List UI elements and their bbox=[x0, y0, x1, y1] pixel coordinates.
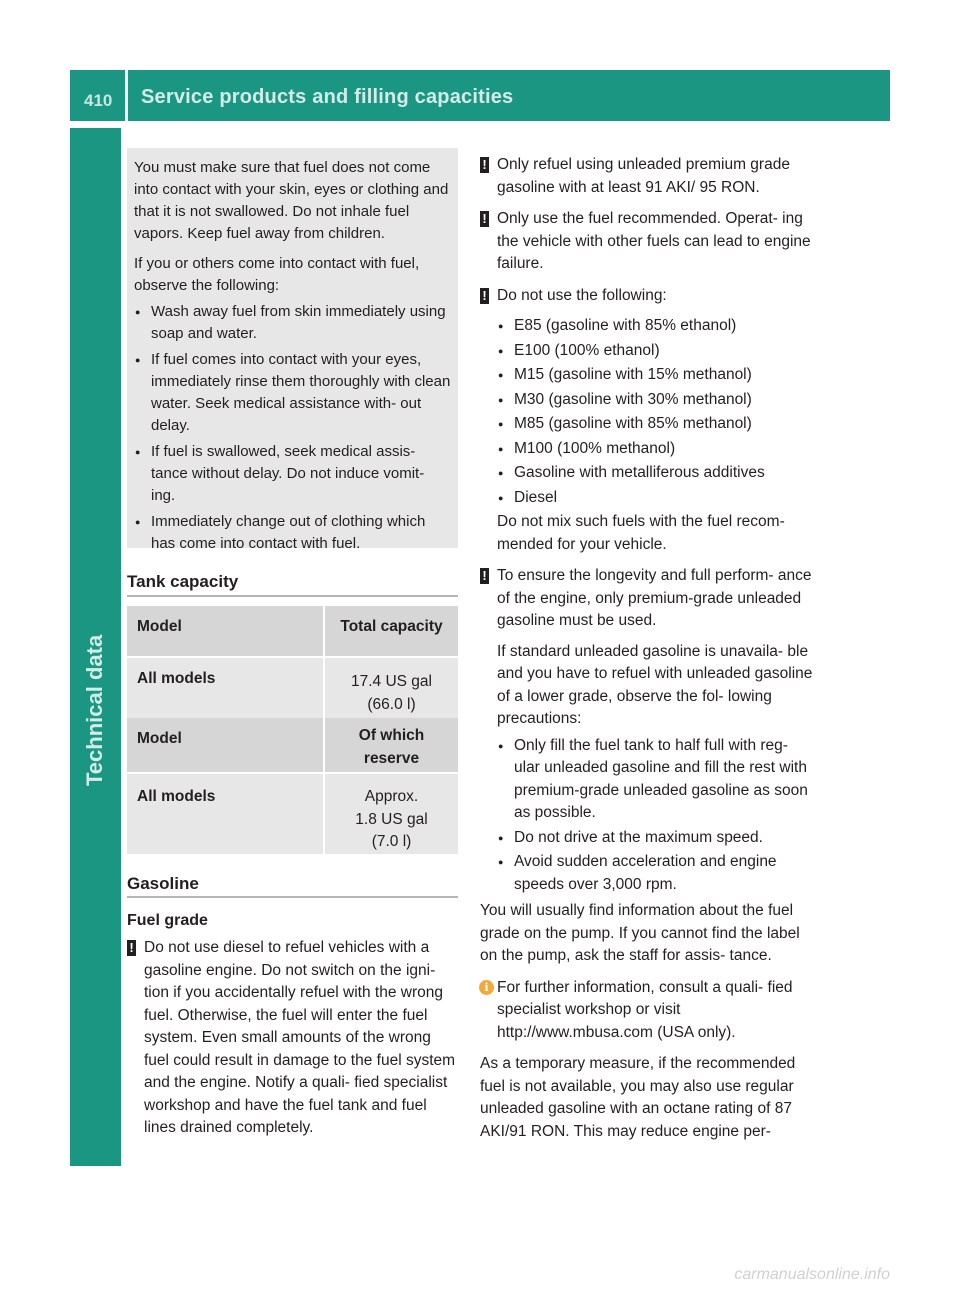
precaution-item: ● Only fill the fuel tank to half full with reg- ular unleaded gasoline and fill the rest with premium-grade unleaded gasoline as soon as possible. bbox=[497, 735, 814, 825]
exclamation-icon: ! bbox=[127, 940, 136, 956]
pump-info-text: You will usually find information about the fuel grade on the pump. If you cannot find the label on the pump, ask the staff for assis- tance. bbox=[480, 902, 800, 964]
warning-bullet: ● Immediately change out of clothing which has come into contact with fuel. bbox=[134, 511, 451, 555]
fuel-list-item: ● M15 (gasoline with 15% methanol) bbox=[497, 364, 814, 387]
left-column-notes bbox=[127, 937, 458, 1149]
table-header-reserve bbox=[323, 718, 458, 772]
right-column bbox=[480, 154, 814, 1152]
do-not-mix-text: Do not mix such fuels with the fuel recom- mended for your vehicle. bbox=[497, 513, 785, 553]
reserve-approx: Approx. bbox=[364, 788, 419, 805]
warning-paragraph-2: If you or others come into contact with fuel, observe the following: bbox=[134, 255, 420, 294]
info-icon: i bbox=[479, 980, 494, 995]
watermark: carmanualsonline.info bbox=[734, 1266, 890, 1283]
exclamation-icon: ! bbox=[480, 288, 489, 304]
warning-bullet: ● If fuel comes into contact with your eyes, immediately rinse them thoroughly with clean water. Seek medical assistance with- out delay. bbox=[134, 349, 451, 437]
page-number: 410 bbox=[84, 91, 113, 110]
warning-paragraph-1: You must make sure that fuel does not come into contact with your skin, eyes or clothing and that it is not swallowed. Do not inhale fuel vapors. Keep fuel away from children. bbox=[134, 159, 449, 242]
table-header-total-capacity: Total capacity bbox=[323, 606, 458, 656]
reserve-liters: (7.0 l) bbox=[371, 833, 412, 850]
reserve-header-line-2: reserve bbox=[363, 749, 420, 767]
info-note bbox=[480, 977, 814, 1045]
fuel-list-item: ● Gasoline with metalliferous additives bbox=[497, 462, 814, 485]
tank-capacity-heading: Tank capacity bbox=[127, 572, 239, 591]
warning-note-diesel bbox=[127, 937, 458, 1140]
section-rule bbox=[127, 896, 458, 898]
page-title: Service products and filling capacities bbox=[141, 86, 514, 108]
side-tab-label bbox=[82, 634, 124, 986]
warning-note-recommended bbox=[480, 208, 814, 276]
header-divider bbox=[125, 70, 128, 121]
note-text: Do not use diesel to refuel vehicles with a gasoline engine. Do not switch on the igni- tion if you accidentally refuel with the wrong fuel. Otherwise, the fuel will enter the fuel system. Even small amounts of the wrong fuel could result in damage to the fuel system and the engine. Notify a quali- fied specialist workshop and have the fuel tank and fuel lines drained completely. bbox=[144, 939, 456, 1136]
side-tab-text: Technical data bbox=[82, 634, 107, 786]
table-header-model: Model bbox=[127, 718, 323, 772]
note-text: Do not use the following: bbox=[497, 286, 667, 304]
note-text: Only use the fuel recommended. Operat- ing the vehicle with other fuels can lead to engine failure. bbox=[497, 210, 811, 272]
table-cell-reserve bbox=[323, 774, 458, 854]
warning-note-longevity bbox=[480, 565, 814, 896]
warning-bullet: ● Wash away fuel from skin immediately using soap and water. bbox=[134, 301, 451, 345]
exclamation-icon: ! bbox=[480, 568, 489, 584]
temporary-measure-text: As a temporary measure, if the recommended fuel is not available, you may also use regular unleaded gasoline with an octane rating of 87 AKI/91 RON. This may reduce engine per- bbox=[480, 1055, 796, 1140]
precaution-item: ● Do not drive at the maximum speed. bbox=[497, 827, 814, 850]
table-cell-model: All models bbox=[127, 774, 323, 854]
reserve-us: 1.8 US gal bbox=[355, 810, 428, 828]
note-text: Only refuel using unleaded premium grade gasoline with at least 91 AKI/ 95 RON. bbox=[497, 156, 790, 196]
warning-bullet: ● If fuel is swallowed, seek medical assis- tance without delay. Do not induce vomit- ing. bbox=[134, 441, 451, 507]
info-note-text: For further information, consult a quali- fied specialist workshop or visit http://www.mbusa.com (USA only). bbox=[497, 978, 793, 1041]
fuel-list-item: ● E85 (gasoline with 85% ethanol) bbox=[497, 315, 814, 338]
fuel-grade-heading: Fuel grade bbox=[127, 912, 208, 929]
exclamation-icon: ! bbox=[480, 211, 489, 227]
longevity-paragraph: If standard unleaded gasoline is unavaila- ble and you have to refuel with unleaded gasoline of a lower grade, observe the fol- lowing precautions: bbox=[497, 642, 813, 727]
exclamation-icon: ! bbox=[480, 157, 489, 173]
capacity-liters: (66.0 l) bbox=[367, 695, 416, 713]
note-text: To ensure the longevity and full perform- ance of the engine, only premium-grade unleaded gasoline must be used. bbox=[497, 567, 812, 629]
fuel-list-item: ● Diesel bbox=[497, 487, 814, 510]
gasoline-heading: Gasoline bbox=[127, 874, 199, 893]
fuel-list-item: ● M85 (gasoline with 85% methanol) bbox=[497, 413, 814, 436]
warning-note-do-not-use bbox=[480, 285, 814, 557]
fuel-list-item: ● M100 (100% methanol) bbox=[497, 438, 814, 461]
reserve-table bbox=[127, 718, 458, 854]
warning-note-premium bbox=[480, 154, 814, 199]
section-rule bbox=[127, 595, 458, 597]
warning-box bbox=[127, 148, 458, 552]
reserve-header-line-1: Of which bbox=[358, 727, 425, 744]
table-cell-model: All models bbox=[127, 658, 323, 744]
table-header-model: Model bbox=[127, 606, 323, 656]
capacity-us: 17.4 US gal bbox=[351, 673, 432, 690]
fuel-list-item: ● M30 (gasoline with 30% methanol) bbox=[497, 389, 814, 412]
fuel-list-item: ● E100 (100% ethanol) bbox=[497, 340, 814, 363]
precaution-item: ● Avoid sudden acceleration and engine speeds over 3,000 rpm. bbox=[497, 851, 814, 896]
